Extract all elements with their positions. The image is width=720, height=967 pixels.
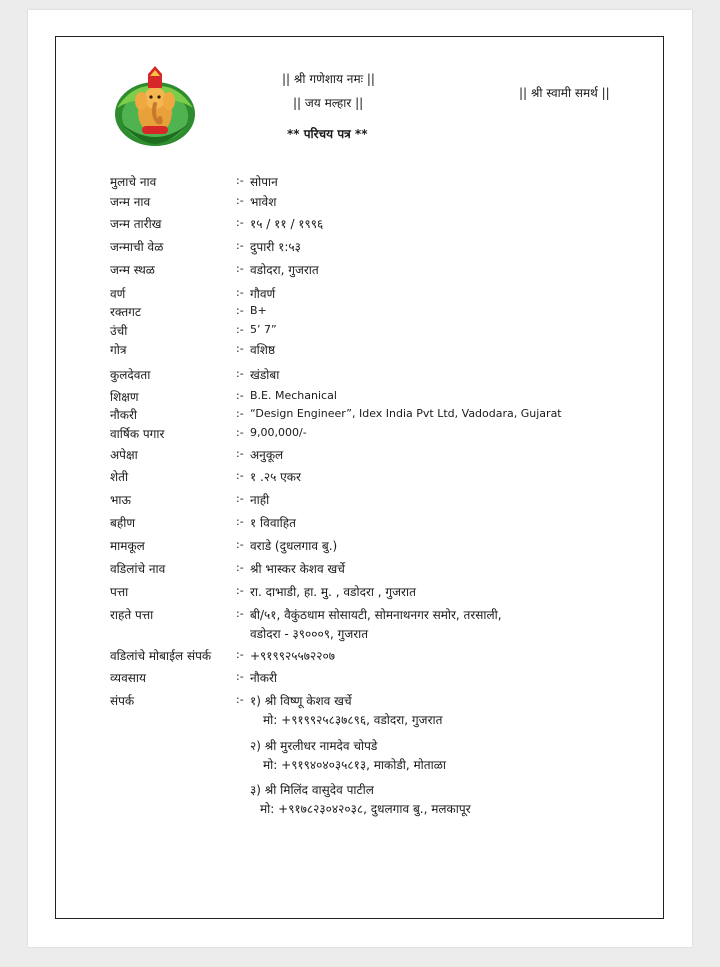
row-value: १ .२५ एकर	[250, 470, 301, 484]
row-value: सोपान	[250, 175, 278, 189]
row-value: बी/५१, वैकुंठधाम सोसायटी, सोमनाथनगर समोर, तरसाली,	[250, 608, 502, 622]
row-label: व्यवसाय	[110, 671, 146, 685]
row-separator: :-	[236, 323, 244, 336]
row-label: भाऊ	[110, 493, 131, 507]
row-separator: :-	[236, 367, 244, 380]
row-separator: :-	[236, 426, 244, 439]
row-separator: :-	[236, 342, 244, 355]
row-separator: :-	[236, 174, 244, 187]
row-label: वडिलांचे मोबाईल संपर्क	[110, 649, 212, 663]
row-label: जन्म नाव	[110, 195, 151, 209]
ganesha-logo-icon	[112, 64, 198, 150]
row-label: संपर्क	[110, 694, 135, 708]
row-separator: :-	[236, 693, 244, 706]
row-value: १ विवाहित	[250, 516, 296, 530]
row-label: पत्ता	[110, 585, 129, 599]
row-label: वार्षिक पगार	[110, 427, 165, 441]
row-value: 9,00,000/-	[250, 426, 307, 439]
row-separator: :-	[236, 407, 244, 420]
row-label: वर्ण	[110, 287, 126, 301]
row-value: रा. दाभाडी, हा. मु. , वडोदरा , गुजरात	[250, 585, 416, 599]
row-separator: :-	[236, 304, 244, 317]
row-value: श्री भास्कर केशव खर्चे	[250, 562, 345, 576]
row-separator: :-	[236, 286, 244, 299]
invocation-ganesha: || श्री गणेशाय नमः ||	[282, 72, 375, 86]
row-separator: :-	[236, 239, 244, 252]
row-value: “Design Engineer”, Idex India Pvt Ltd, Vadodara, Gujarat	[250, 407, 562, 420]
row-separator: :-	[236, 447, 244, 460]
row-value-line2: वडोदरा - ३९०००९, गुजरात	[250, 627, 369, 641]
row-label: राहते पत्ता	[110, 608, 154, 622]
row-label: गोत्र	[110, 343, 127, 357]
row-value: वडोदरा, गुजरात	[250, 263, 319, 277]
row-label: अपेक्षा	[110, 448, 138, 462]
row-value: B.E. Mechanical	[250, 389, 337, 402]
row-separator: :-	[236, 561, 244, 574]
row-value: भावेश	[250, 195, 277, 209]
row-label: नौकरी	[110, 408, 138, 422]
row-label: शेती	[110, 470, 129, 484]
row-value: वराडे (दुधलगाव बु.)	[250, 539, 338, 553]
row-separator: :-	[236, 670, 244, 683]
row-label: जन्म स्थळ	[110, 263, 155, 277]
contact-detail: मो: +९१९४०४०३५८१३, माकोडी, मोताळा	[263, 758, 446, 772]
invocation-swami-samarth: || श्री स्वामी समर्थ ||	[519, 86, 610, 100]
row-value: गौवर्ण	[250, 287, 276, 301]
row-label: वडिलांचे नाव	[110, 562, 166, 576]
row-value: नाही	[250, 493, 270, 507]
row-value: +९१९९२५५७२२०७	[250, 649, 335, 663]
row-label: कुलदेवता	[110, 368, 151, 382]
row-separator: :-	[236, 194, 244, 207]
row-label: उंची	[110, 324, 128, 338]
row-label: रक्तगट	[110, 305, 141, 319]
row-value: वशिष्ठ	[250, 343, 276, 357]
page-title: ** परिचय पत्र **	[287, 127, 368, 141]
row-value: नौकरी	[250, 671, 278, 685]
contact-name: १) श्री विष्णू केशव खर्चे	[250, 694, 352, 708]
row-label: मुलाचे नाव	[110, 175, 157, 189]
contact-detail: मो: +९१९९२५८३७८९६, वडोदरा, गुजरात	[263, 713, 443, 727]
contact-detail: मो: +९१७८२३०४२०३८, दुधलगाव बु., मलकापूर	[260, 802, 471, 816]
row-separator: :-	[236, 515, 244, 528]
row-value: B+	[250, 304, 267, 317]
row-value: दुपारी १:५३	[250, 240, 301, 254]
invocation-malhar: || जय मल्हार ||	[293, 96, 364, 110]
row-separator: :-	[236, 584, 244, 597]
row-separator: :-	[236, 538, 244, 551]
row-separator: :-	[236, 262, 244, 275]
row-separator: :-	[236, 607, 244, 620]
row-label: शिक्षण	[110, 390, 139, 404]
row-label: मामकूल	[110, 539, 145, 553]
contact-name: २) श्री मुरलीधर नामदेव चोपडे	[250, 739, 378, 753]
row-value: १५ / ११ / १९९६	[250, 217, 324, 231]
row-separator: :-	[236, 389, 244, 402]
row-value: 5’ 7”	[250, 323, 277, 336]
row-separator: :-	[236, 216, 244, 229]
row-label: जन्म तारीख	[110, 217, 162, 231]
row-value: अनुकूल	[250, 448, 284, 462]
row-separator: :-	[236, 492, 244, 505]
row-label: जन्माची वेळ	[110, 240, 164, 254]
row-separator: :-	[236, 648, 244, 661]
row-separator: :-	[236, 469, 244, 482]
contact-name: ३) श्री मिलिंद वासुदेव पाटील	[250, 783, 374, 797]
row-label: बहीण	[110, 516, 136, 530]
row-value: खंडोबा	[250, 368, 280, 382]
